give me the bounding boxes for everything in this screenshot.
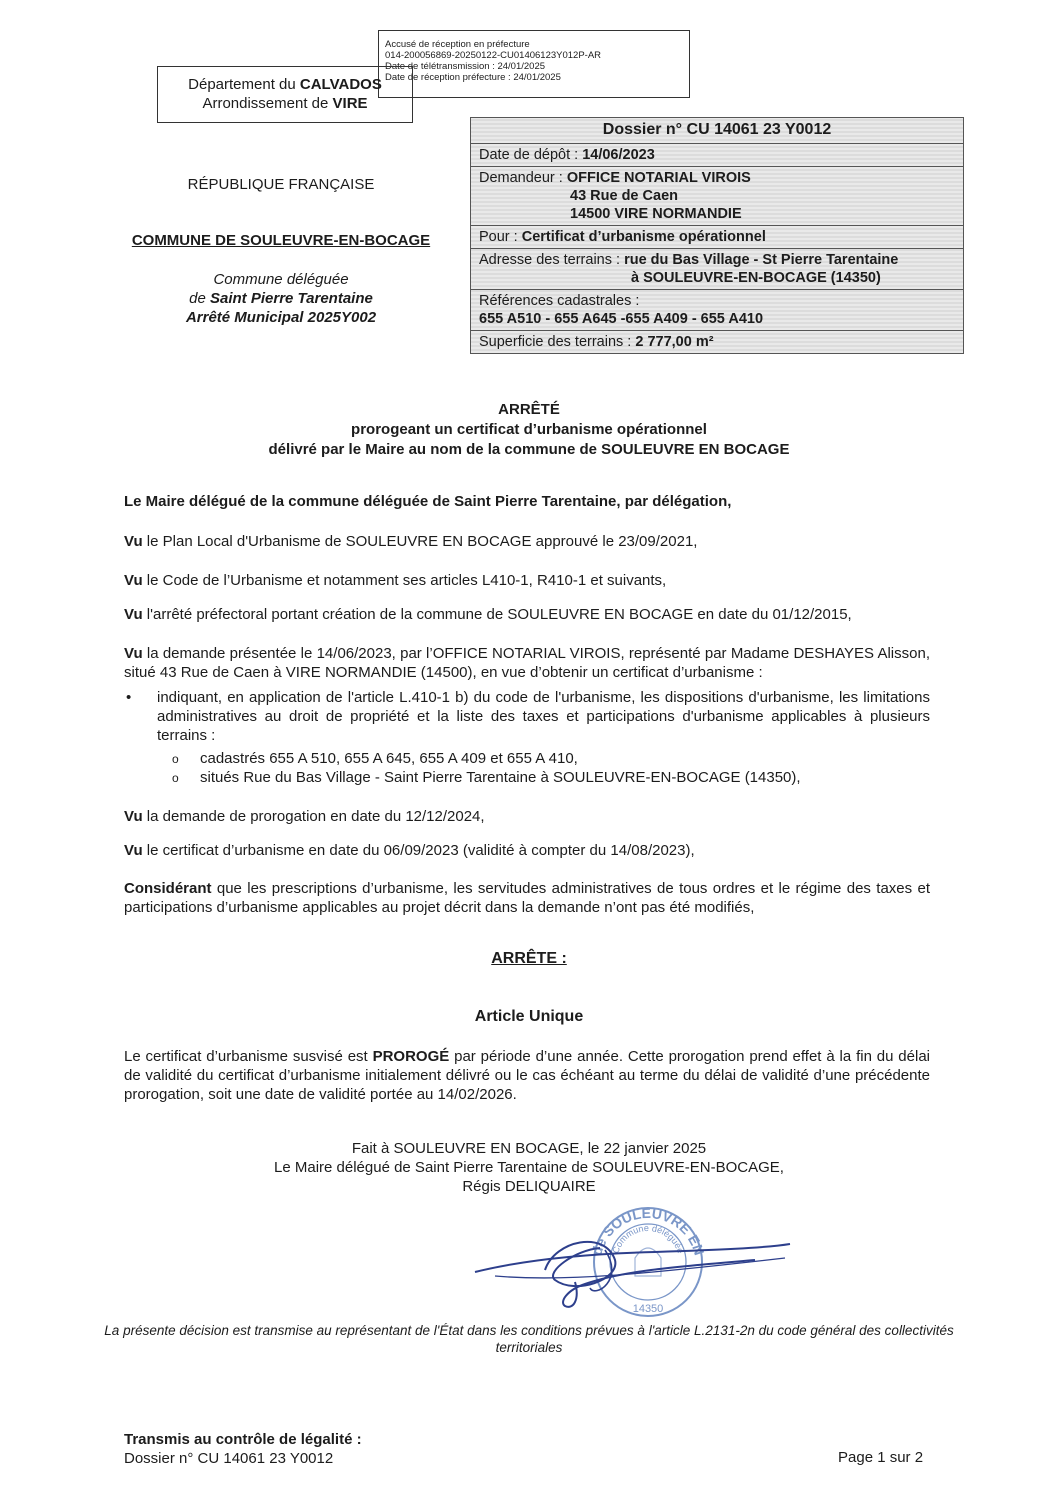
footer-dossier: Dossier n° CU 14061 23 Y0012 <box>124 1450 334 1467</box>
dossier-row-pour: Pour : Certificat d’urbanisme opérationnel <box>471 225 963 248</box>
prefecture-line-2: 014-200056869-20250122-CU01406123Y012P-AR <box>385 50 602 61</box>
vu-certificat: Vu le certificat d’urbanisme en date du 06/09/2023 (validité à compter du 14/08/2023), <box>124 842 695 859</box>
dossier-row-superficie: Superficie des terrains : 2 777,00 m² <box>471 330 963 353</box>
seal-inner-text: Commune déléguée <box>610 1222 686 1255</box>
vu-plu: Vu le Plan Local d'Urbanisme de SOULEUVRE EN BOCAGE approuvé le 23/09/2021, <box>124 533 698 550</box>
republique-heading: RÉPUBLIQUE FRANÇAISE <box>187 176 375 193</box>
document-title: ARRÊTÉ prorogeant un certificat d’urbanisme opérationnel délivré par le Maire au nom de la commune de SOULEUVRE EN BOCAGE <box>268 401 790 458</box>
arrete-reference: Arrêté Municipal 2025Y002 <box>185 309 377 326</box>
dossier-title: Dossier n° CU 14061 23 Y0012 <box>471 118 963 143</box>
article-heading: Article Unique <box>474 1008 584 1025</box>
vu-code: Vu le Code de l’Urbanisme et notamment ses articles L410-1, R410-1 et suivants, <box>124 572 667 589</box>
dossier-row-demandeur: Demandeur : OFFICE NOTARIAL VIROIS 43 Rue de Caen 14500 VIRE NORMANDIE <box>471 166 963 225</box>
prefecture-line-1: Accusé de réception en préfecture <box>385 39 530 50</box>
footer-transmis: Transmis au contrôle de légalité : Dossier n° CU 14061 23 Y0012 <box>124 1431 362 1467</box>
department-name: CALVADOS <box>299 76 382 93</box>
bullet-item: • indiquant, en application de l'article L.410-1 b) du code de l'urbanisme, les dispositions d'urbanisme, les limitations administratives au droit de propriété et la liste des taxes et participations d'urbanisme applicables à plusieurs terrains : <box>126 689 930 744</box>
dossier-table <box>470 117 964 354</box>
arrondissement-line: Arrondissement de VIRE <box>202 95 368 112</box>
sub-item-cadastres: o cadastrés 655 A 510, 655 A 645, 655 A 409 et 655 A 410, <box>172 750 578 767</box>
vu-arrete-prefectoral: Vu l'arrêté préfectoral portant création de la commune de SOULEUVRE EN BOCAGE en date du 01/12/2015, <box>124 606 852 623</box>
bullet-mark: • <box>126 689 132 706</box>
dossier-row-adresse: Adresse des terrains : rue du Bas Village - St Pierre Tarentaine à SOULEUVRE-EN-BOCAGE (14350) <box>471 248 963 289</box>
considerant: Considérant que les prescriptions d’urbanisme, les servitudes administratives de tous ordres et le régime des taxes et participations d’urbanisme applicables au projet décrit dans la demande n’ont pas été modifiés, <box>124 880 930 916</box>
article-text: Le certificat d’urbanisme susvisé est PROROGÉ par période d’une année. Cette prorogation prend effet à la fin du délai de validité du certificat d’urbanisme initialement délivré ou le cas échéant au terme du délai de validité d’une précédente prorogation, soit une date de validité portée au 14/02/2026. <box>124 1048 931 1103</box>
department-box <box>157 66 413 123</box>
vu-demande: Vu la demande présentée le 14/06/2023, par l’OFFICE NOTARIAL VIROIS, représenté par Madame DESHAYES Alisson, situé 43 Rue de Caen à VIRE NORMANDIE (14500), en vue d’obtenir un certificat d’urbanisme : <box>124 645 930 681</box>
prefecture-line-3: Date de télétransmission : 24/01/2025 <box>385 61 546 72</box>
department-line: Département du CALVADOS <box>188 76 382 93</box>
signature-block: Fait à SOULEUVRE EN BOCAGE, le 22 janvier 2025 Le Maire délégué de Saint Pierre Tarentaine de SOULEUVRE-EN-BOCAGE, Régis DELIQUAIRE <box>274 1140 784 1195</box>
vu-prorogation: Vu la demande de prorogation en date du 12/12/2024, <box>124 808 485 825</box>
commune-heading: COMMUNE DE SOULEUVRE-EN-BOCAGE <box>131 232 431 249</box>
prefecture-line-4: Date de réception préfecture : 24/01/2025 <box>385 72 561 83</box>
arrondissement-name: VIRE <box>332 95 368 112</box>
legal-note: La présente décision est transmise au représentant de l'État dans les conditions prévues à l'article L.2131-2n du code général des collectivités territoriales <box>104 1323 954 1355</box>
commune-deleguee: Commune déléguée de Saint Pierre Tarentaine Arrêté Municipal 2025Y002 <box>120 270 442 327</box>
dossier-row-cadastre: Références cadastrales : 655 A510 - 655 A645 -655 A409 - 655 A410 <box>471 289 963 330</box>
arrete-heading: ARRÊTE : <box>491 950 567 967</box>
sub-item-situes: o situés Rue du Bas Village - Saint Pierre Tarentaine à SOULEUVRE-EN-BOCAGE (14350), <box>172 769 801 786</box>
prefecture-receipt-box <box>378 30 690 98</box>
handwritten-signature <box>455 1210 795 1320</box>
seal-code: 14350 <box>632 1303 664 1315</box>
dossier-row-depot: Date de dépôt : 14/06/2023 <box>471 143 963 166</box>
page-number: Page 1 sur 2 <box>838 1449 924 1466</box>
maire-statement: Le Maire délégué de la commune déléguée de Saint Pierre Tarentaine, par délégation, <box>124 493 732 510</box>
seal-outer-text: de SOULEUVRE EN <box>588 1204 708 1258</box>
